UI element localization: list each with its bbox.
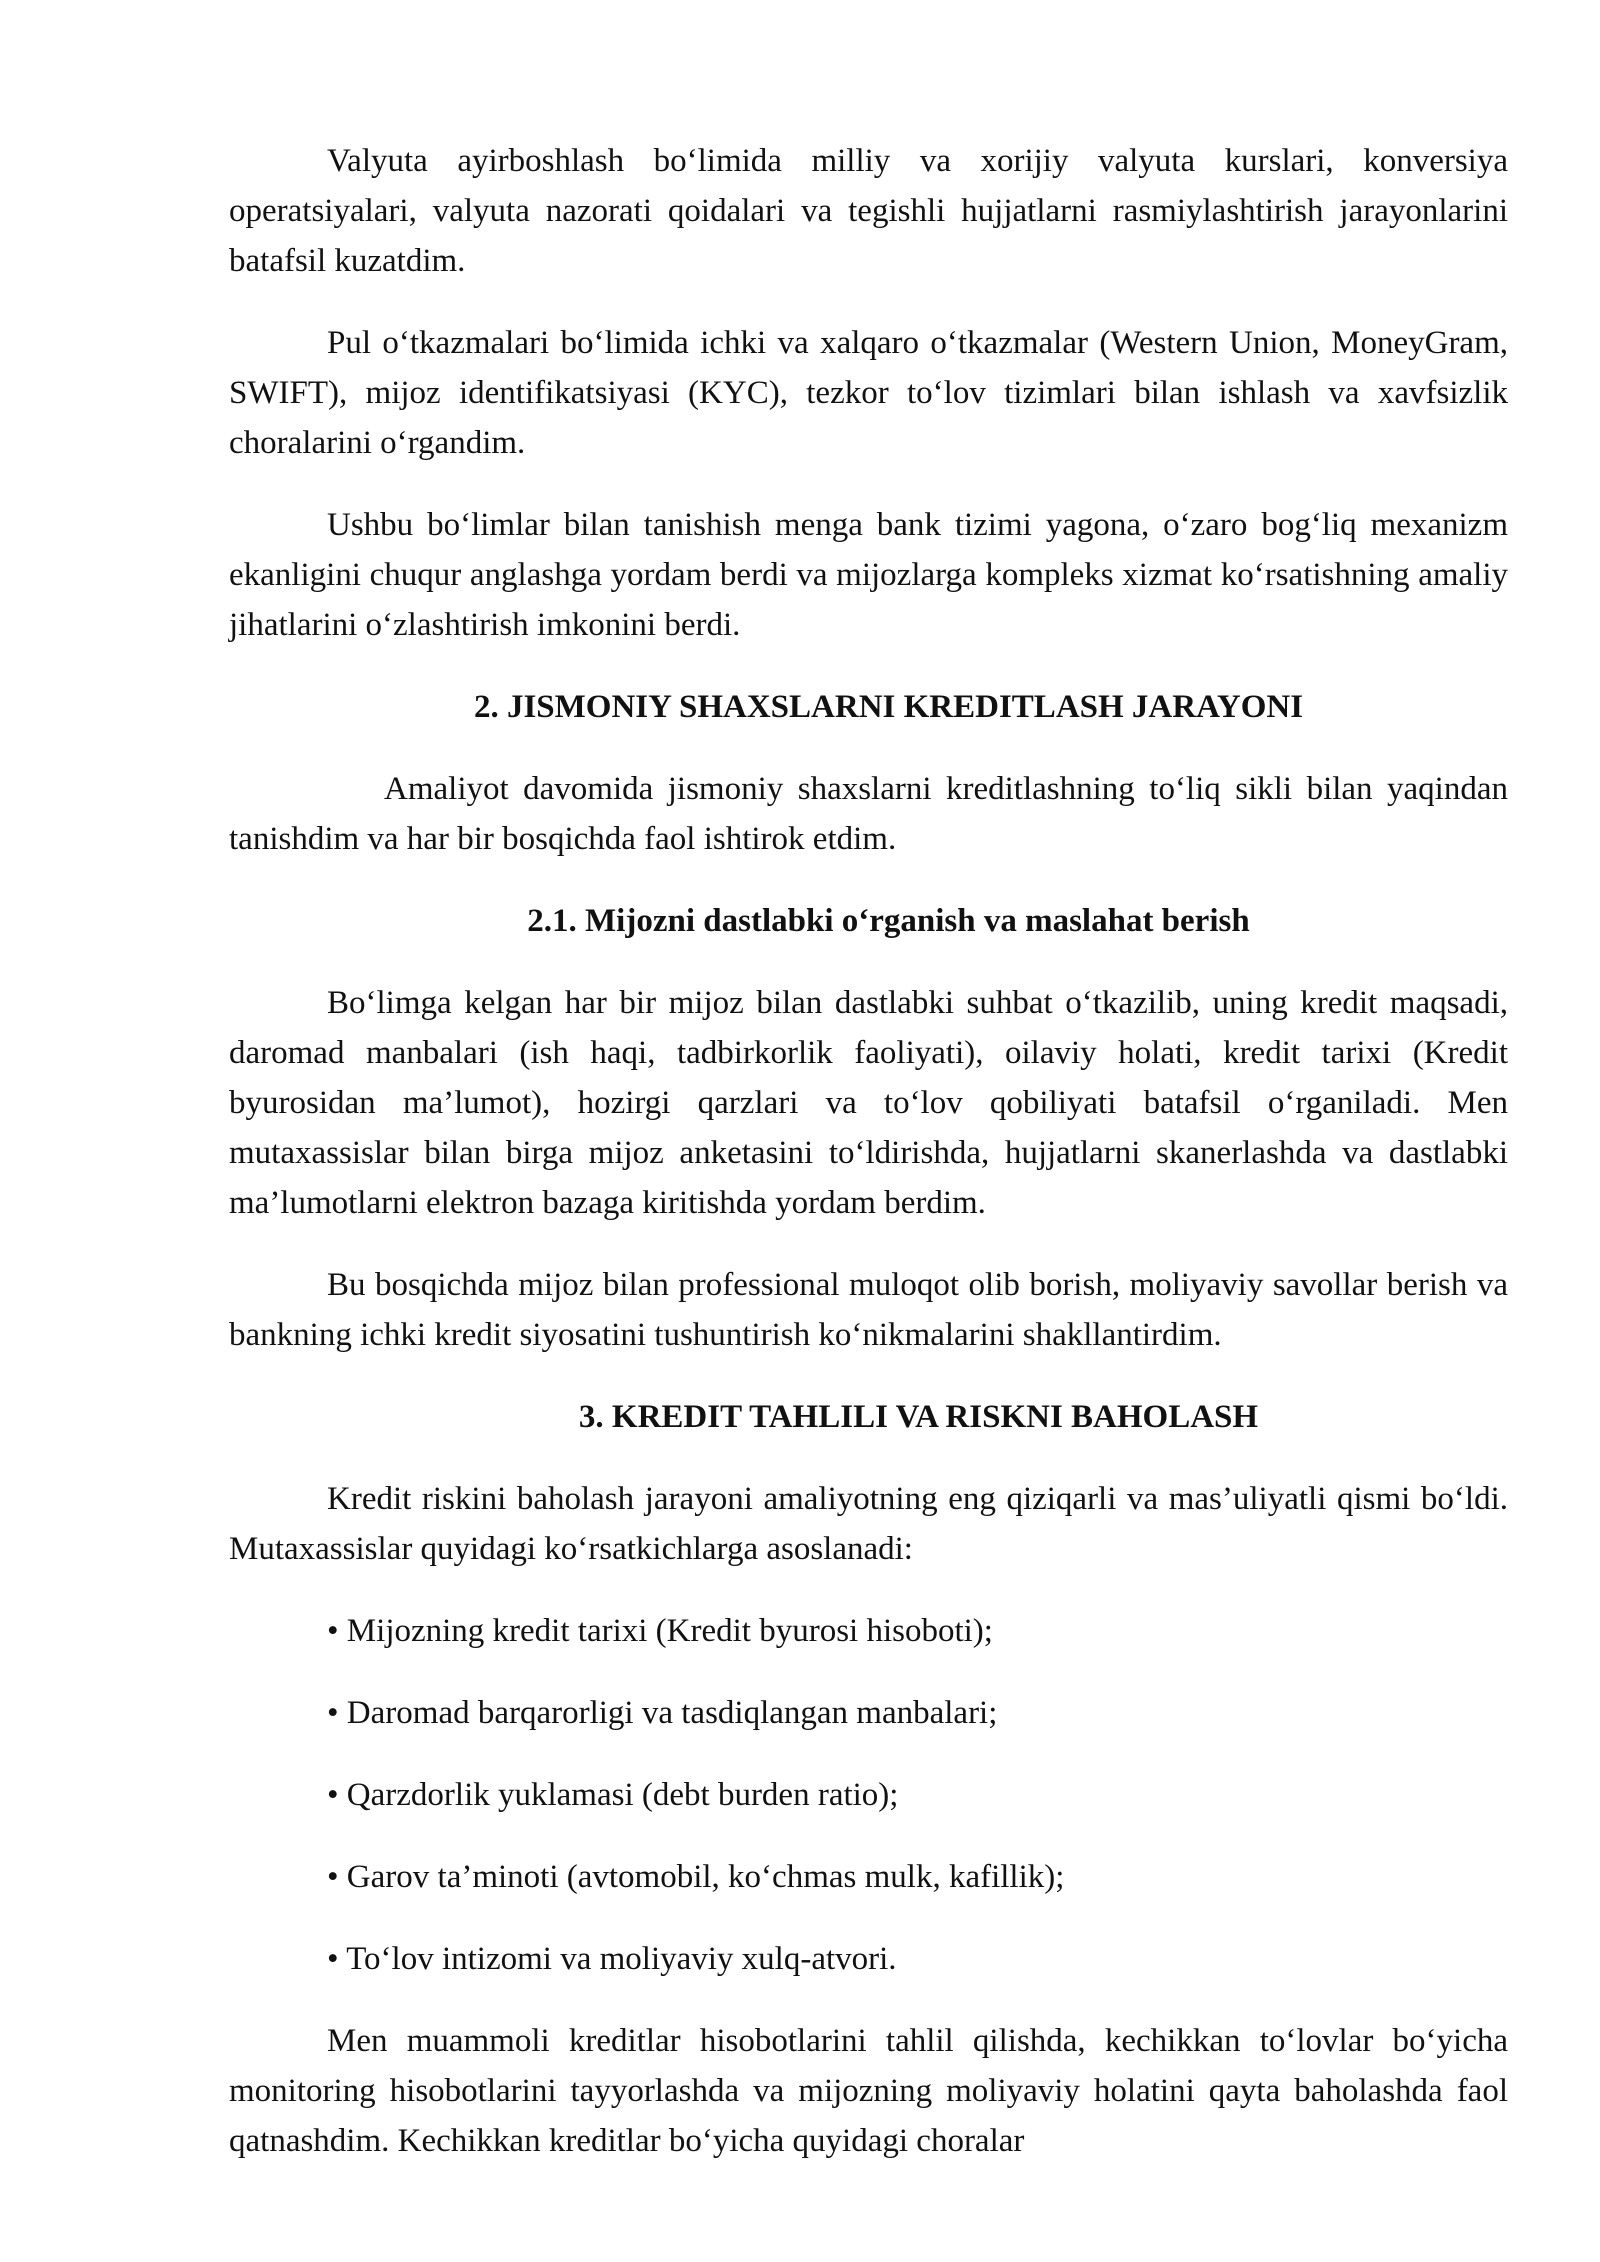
paragraph-problem-loans: Men muammoli kreditlar hisobotlarini tahlil qilishda, kechikkan to‘lovlar bo‘yicha monitoring hisobotlarini tayyorlashda va mijozning moliyaviy holatini qayta baholashda faol qatnashdim. Kechikkan kreditlar bo‘yicha quyidagi choralar (229, 2023, 1508, 2159)
subsection-heading-2-1: 2.1. Mijozni dastlabki o‘rganish va maslahat berish (527, 903, 1250, 939)
paragraph-departments-summary: Ushbu bo‘limlar bilan tanishish menga bank tizimi yagona, o‘zaro bog‘liq mexanizm ekanligini chuqur anglashga yordam berdi va mijozlarga kompleks xizmat ko‘rsatishning amaliy jihatlarini o‘zlashtirish imkonini berdi. (229, 507, 1508, 643)
list-item: • To‘lov intizomi va moliyaviy xulq-atvori. (327, 1941, 897, 1977)
risk-criteria-list (229, 1606, 1508, 1984)
paragraph-risk-intro: Kredit riskini baholash jarayoni amaliyotning eng qiziqarli va mas’uliyatli qismi bo‘ldi. Mutaxassislar quyidagi ko‘rsatkichlarga asoslanadi: (229, 1481, 1508, 1567)
section-heading-2: 2. JISMONIY SHAXSLARNI KREDITLASH JARAYONI (473, 689, 1304, 725)
list-item: • Mijozning kredit tarixi (Kredit byurosi hisoboti); (327, 1613, 993, 1649)
paragraph-lending-intro: Amaliyot davomida jismoniy shaxslarni kreditlashning to‘liq sikli bilan yaqindan tanishdim va har bir bosqichda faol ishtirok etdim. (229, 771, 1508, 857)
document-body (229, 136, 1508, 2166)
paragraph-client-interview: Bo‘limga kelgan har bir mijoz bilan dastlabki suhbat o‘tkazilib, uning kredit maqsadi, daromad manbalari (ish haqi, tadbirkorlik faoliyati), oilaviy holati, kredit tarixi (Kredit byurosidan ma’lumot), hozirgi qarzlari va to‘lov qobiliyati batafsil o‘rganiladi. Men mutaxassislar bilan birga mijoz anketasini to‘ldirishda, hujjatlarni skanerlashda va dastlabki ma’lumotlarni elektron bazaga kiritishda yordam berdim. (229, 985, 1508, 1221)
paragraph-money-transfers: Pul o‘tkazmalari bo‘limida ichki va xalqaro o‘tkazmalar (Western Union, MoneyGram, SWIFT), mijoz identifikatsiyasi (KYC), tezkor to‘lov tizimlari bilan ishlash va xavfsizlik choralarini o‘rgandim. (229, 325, 1508, 461)
list-item: • Daromad barqarorligi va tasdiqlangan manbalari; (327, 1695, 998, 1731)
list-item: • Qarzdorlik yuklamasi (debt burden ratio); (327, 1777, 899, 1813)
list-item: • Garov ta’minoti (avtomobil, ko‘chmas mulk, kafillik); (327, 1859, 1065, 1895)
paragraph-communication-skills: Bu bosqichda mijoz bilan professional muloqot olib borish, moliyaviy savollar berish va bankning ichki kredit siyosatini tushuntirish ko‘nikmalarini shakllantirdim. (229, 1267, 1508, 1353)
paragraph-currency-exchange: Valyuta ayirboshlash bo‘limida milliy va xorijiy valyuta kurslari, konversiya operatsiyalari, valyuta nazorati qoidalari va tegishli hujjatlarni rasmiylashtirish jarayonlarini batafsil kuzatdim. (229, 143, 1508, 279)
section-heading-3: 3. KREDIT TAHLILI VA RISKNI BAHOLASH (578, 1399, 1259, 1435)
